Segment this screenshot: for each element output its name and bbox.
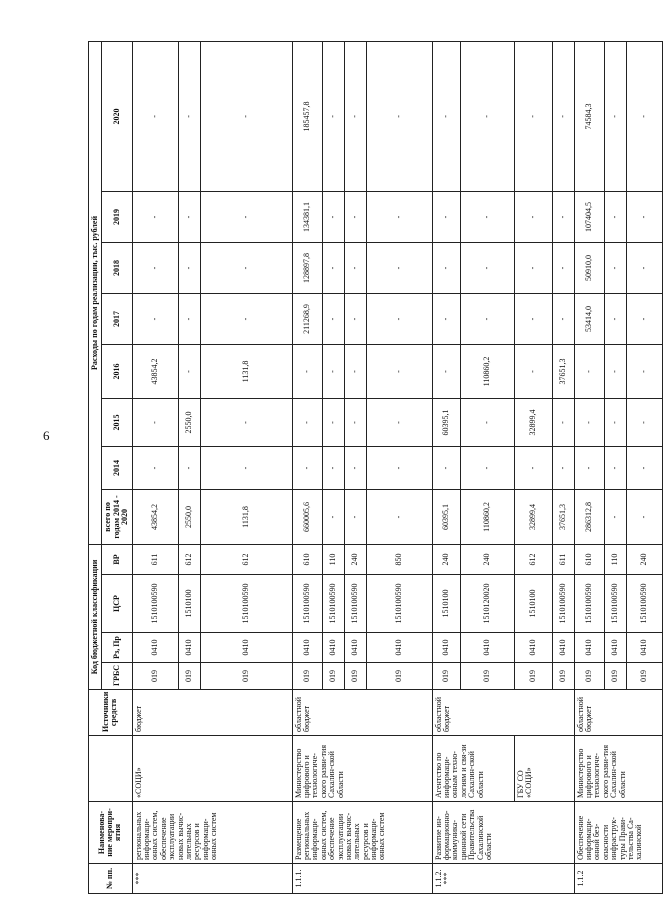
cell-no: *** bbox=[132, 864, 292, 894]
table-row bbox=[432, 41, 460, 893]
cell-2020: - bbox=[552, 41, 574, 191]
cell-csr: 1510100590 bbox=[322, 575, 344, 633]
cell-vr: 240 bbox=[626, 544, 662, 574]
cell-2014: - bbox=[344, 446, 366, 489]
cell-2020: - bbox=[200, 41, 292, 191]
header-2020: 2020 bbox=[102, 41, 132, 191]
cell-2014: - bbox=[322, 446, 344, 489]
cell-total: - bbox=[344, 489, 366, 544]
cell-total: 2550,0 bbox=[178, 489, 200, 544]
cell-source: бюджет bbox=[132, 690, 292, 736]
cell-total: 32899,4 bbox=[514, 489, 552, 544]
cell-2015: - bbox=[344, 398, 366, 446]
cell-grbs: 019 bbox=[626, 663, 662, 690]
cell-2015: - bbox=[460, 398, 514, 446]
table-container bbox=[88, 42, 648, 894]
cell-executor: Министерство цифрового и технологиче-ского разви-тия Сахалин-ской области bbox=[292, 736, 432, 802]
cell-csr: 1510100590 bbox=[132, 575, 178, 633]
cell-vr: 240 bbox=[432, 544, 460, 574]
header-2016: 2016 bbox=[102, 344, 132, 398]
cell-grbs: 019 bbox=[432, 663, 460, 690]
cell-vr: 611 bbox=[552, 544, 574, 574]
cell-2017: - bbox=[200, 293, 292, 344]
cell-rzpr: 0410 bbox=[552, 633, 574, 663]
cell-rzpr: 0410 bbox=[200, 633, 292, 663]
cell-2015: - bbox=[366, 398, 432, 446]
cell-2018: - bbox=[626, 242, 662, 293]
cell-executor: Министерство цифрового и технологиче-ского разви-тия Сахалин-ской области bbox=[574, 736, 662, 802]
cell-2017: - bbox=[178, 293, 200, 344]
cell-grbs: 019 bbox=[460, 663, 514, 690]
cell-rzpr: 0410 bbox=[292, 633, 322, 663]
table-row bbox=[574, 41, 604, 893]
cell-name: региональных информаци-онных систем, обеспечение эксплуатации новых вычис-лительных ресурсов и информаци-онных систем bbox=[132, 802, 292, 864]
table-row bbox=[292, 41, 322, 893]
cell-2019: - bbox=[552, 191, 574, 242]
table-row bbox=[514, 41, 552, 893]
cell-2017: - bbox=[344, 293, 366, 344]
header-2018: 2018 bbox=[102, 242, 132, 293]
cell-2014: - bbox=[626, 446, 662, 489]
table-row bbox=[132, 41, 178, 893]
cell-vr: 611 bbox=[132, 544, 178, 574]
cell-2014: - bbox=[460, 446, 514, 489]
rotated-table-area bbox=[88, 42, 648, 894]
cell-vr: 240 bbox=[460, 544, 514, 574]
cell-2019: - bbox=[432, 191, 460, 242]
header-executor bbox=[89, 736, 133, 802]
cell-2015: 32899,4 bbox=[514, 398, 552, 446]
header-2014: 2014 bbox=[102, 446, 132, 489]
cell-2018: - bbox=[322, 242, 344, 293]
cell-vr: 610 bbox=[574, 544, 604, 574]
cell-2017: - bbox=[432, 293, 460, 344]
cell-2016: - bbox=[432, 344, 460, 398]
cell-csr: 1510100590 bbox=[626, 575, 662, 633]
cell-2014: - bbox=[200, 446, 292, 489]
cell-2015: - bbox=[132, 398, 178, 446]
cell-2019: - bbox=[178, 191, 200, 242]
cell-2018: - bbox=[552, 242, 574, 293]
cell-vr: 240 bbox=[344, 544, 366, 574]
cell-2014: - bbox=[178, 446, 200, 489]
cell-csr: 1510100590 bbox=[200, 575, 292, 633]
cell-2019: - bbox=[200, 191, 292, 242]
cell-grbs: 019 bbox=[292, 663, 322, 690]
cell-2014: - bbox=[132, 446, 178, 489]
header-2019: 2019 bbox=[102, 191, 132, 242]
cell-2015: - bbox=[200, 398, 292, 446]
cell-total: 43854,2 bbox=[132, 489, 178, 544]
cell-2018: - bbox=[460, 242, 514, 293]
cell-2017: - bbox=[552, 293, 574, 344]
cell-2014: - bbox=[366, 446, 432, 489]
cell-vr: 612 bbox=[514, 544, 552, 574]
cell-rzpr: 0410 bbox=[574, 633, 604, 663]
cell-2016: 37651,3 bbox=[552, 344, 574, 398]
cell-2014: - bbox=[552, 446, 574, 489]
cell-total: - bbox=[626, 489, 662, 544]
cell-2019: 107404,5 bbox=[574, 191, 604, 242]
cell-2014: - bbox=[292, 446, 322, 489]
header-budget-code: Код бюджетной классификации bbox=[89, 544, 102, 689]
cell-2019: - bbox=[366, 191, 432, 242]
header-row-1 bbox=[89, 41, 102, 893]
cell-2019: - bbox=[514, 191, 552, 242]
cell-2019: 134381,1 bbox=[292, 191, 322, 242]
cell-2018: - bbox=[604, 242, 626, 293]
header-name: Наименова-ние меропри-ятия bbox=[89, 802, 133, 864]
cell-2017: - bbox=[322, 293, 344, 344]
cell-source: областной бюджет bbox=[574, 690, 662, 736]
cell-csr: 1510120020 bbox=[460, 575, 514, 633]
cell-2017: - bbox=[604, 293, 626, 344]
page-number: 6 bbox=[43, 428, 50, 443]
cell-2019: - bbox=[344, 191, 366, 242]
cell-2017: - bbox=[626, 293, 662, 344]
cell-name: Размещение региональных информаци-онных систем, обеспечение эксплуатации новых вычис-лительных ресурсов и информаци-онных систем bbox=[292, 802, 432, 864]
cell-rzpr: 0410 bbox=[132, 633, 178, 663]
cell-csr: 1510100590 bbox=[552, 575, 574, 633]
cell-2015: - bbox=[604, 398, 626, 446]
cell-grbs: 019 bbox=[132, 663, 178, 690]
header-csr: ЦСР bbox=[102, 575, 132, 633]
cell-source: областной бюджет bbox=[432, 690, 574, 736]
cell-2014: - bbox=[574, 446, 604, 489]
cell-rzpr: 0410 bbox=[178, 633, 200, 663]
cell-2016: 110860,2 bbox=[460, 344, 514, 398]
cell-2016: - bbox=[366, 344, 432, 398]
cell-2018: - bbox=[366, 242, 432, 293]
cell-grbs: 019 bbox=[200, 663, 292, 690]
cell-2016: - bbox=[322, 344, 344, 398]
header-total: всего по годам 2014 - 2020 bbox=[102, 489, 132, 544]
cell-2015: 2550,0 bbox=[178, 398, 200, 446]
cell-2020: 185457,8 bbox=[292, 41, 322, 191]
cell-rzpr: 0410 bbox=[322, 633, 344, 663]
cell-vr: 110 bbox=[322, 544, 344, 574]
cell-2016: - bbox=[178, 344, 200, 398]
cell-csr: 1510100590 bbox=[604, 575, 626, 633]
cell-2018: - bbox=[132, 242, 178, 293]
cell-2020: - bbox=[460, 41, 514, 191]
cell-grbs: 019 bbox=[344, 663, 366, 690]
cell-total: - bbox=[366, 489, 432, 544]
cell-rzpr: 0410 bbox=[514, 633, 552, 663]
cell-total: 60395,1 bbox=[432, 489, 460, 544]
cell-2017: - bbox=[366, 293, 432, 344]
cell-rzpr: 0410 bbox=[460, 633, 514, 663]
cell-2015: - bbox=[574, 398, 604, 446]
cell-2018: - bbox=[344, 242, 366, 293]
cell-total: 660005,6 bbox=[292, 489, 322, 544]
cell-2014: - bbox=[432, 446, 460, 489]
cell-2015: - bbox=[552, 398, 574, 446]
cell-vr: 850 bbox=[366, 544, 432, 574]
cell-total: 37651,3 bbox=[552, 489, 574, 544]
cell-total: - bbox=[604, 489, 626, 544]
cell-2016: 1131,8 bbox=[200, 344, 292, 398]
cell-source: областной бюджет bbox=[292, 690, 432, 736]
cell-grbs: 019 bbox=[366, 663, 432, 690]
cell-2019: - bbox=[322, 191, 344, 242]
cell-2016: 43854,2 bbox=[132, 344, 178, 398]
cell-grbs: 019 bbox=[574, 663, 604, 690]
expenses-table bbox=[88, 41, 663, 894]
cell-2019: - bbox=[132, 191, 178, 242]
cell-rzpr: 0410 bbox=[626, 633, 662, 663]
cell-vr: 110 bbox=[604, 544, 626, 574]
cell-no: 1.1.2. *** bbox=[432, 864, 574, 894]
cell-total: 286312,8 bbox=[574, 489, 604, 544]
header-vr: ВР bbox=[102, 544, 132, 574]
cell-csr: 1510100590 bbox=[366, 575, 432, 633]
cell-2020: 74584,3 bbox=[574, 41, 604, 191]
cell-2018: 128897,8 bbox=[292, 242, 322, 293]
header-expenses: Расходы по годам реализации, тыс. рублей bbox=[89, 41, 102, 544]
cell-csr: 1510100590 bbox=[292, 575, 322, 633]
cell-total: - bbox=[322, 489, 344, 544]
cell-rzpr: 0410 bbox=[366, 633, 432, 663]
cell-2018: - bbox=[432, 242, 460, 293]
cell-2019: - bbox=[460, 191, 514, 242]
cell-rzpr: 0410 bbox=[432, 633, 460, 663]
cell-rzpr: 0410 bbox=[604, 633, 626, 663]
cell-2020: - bbox=[344, 41, 366, 191]
cell-grbs: 019 bbox=[178, 663, 200, 690]
cell-csr: 1510100 bbox=[178, 575, 200, 633]
cell-2020: - bbox=[432, 41, 460, 191]
header-rzpr: Рз, Пр bbox=[102, 633, 132, 663]
cell-2015: - bbox=[322, 398, 344, 446]
cell-2020: - bbox=[132, 41, 178, 191]
cell-csr: 1510100 bbox=[514, 575, 552, 633]
cell-2016: - bbox=[574, 344, 604, 398]
cell-no: 1.1.1. bbox=[292, 864, 432, 894]
cell-2014: - bbox=[604, 446, 626, 489]
cell-total: 1131,8 bbox=[200, 489, 292, 544]
header-no: № пп. bbox=[89, 864, 133, 894]
cell-2017: - bbox=[132, 293, 178, 344]
header-sources: Источники средств bbox=[89, 690, 133, 736]
cell-2020: - bbox=[178, 41, 200, 191]
cell-rzpr: 0410 bbox=[344, 633, 366, 663]
cell-executor: ГБУ СО «СОЦИ» bbox=[514, 736, 574, 802]
cell-grbs: 019 bbox=[322, 663, 344, 690]
cell-2020: - bbox=[322, 41, 344, 191]
cell-csr: 1510100 bbox=[432, 575, 460, 633]
cell-2015: - bbox=[292, 398, 322, 446]
cell-2019: - bbox=[604, 191, 626, 242]
cell-2016: - bbox=[604, 344, 626, 398]
cell-2020: - bbox=[626, 41, 662, 191]
cell-executor: «СОЦИ» bbox=[132, 736, 292, 802]
cell-total: 110860,2 bbox=[460, 489, 514, 544]
cell-2017: - bbox=[514, 293, 552, 344]
header-grbs: ГРБС bbox=[102, 663, 132, 690]
cell-2017: 211268,9 bbox=[292, 293, 322, 344]
cell-grbs: 019 bbox=[604, 663, 626, 690]
header-2017: 2017 bbox=[102, 293, 132, 344]
cell-vr: 612 bbox=[178, 544, 200, 574]
cell-name: Обеспечение информаци-онной без-опасности инфраструк-туры Прави-тельства Са-халинской bbox=[574, 802, 662, 864]
cell-2018: 50910,0 bbox=[574, 242, 604, 293]
cell-2018: - bbox=[514, 242, 552, 293]
cell-2018: - bbox=[200, 242, 292, 293]
cell-2017: - bbox=[460, 293, 514, 344]
cell-csr: 1510100590 bbox=[574, 575, 604, 633]
cell-2020: - bbox=[514, 41, 552, 191]
cell-executor: Агентство по информаци-онным техно-логиям и свя-зи Сахалин-ской области bbox=[432, 736, 514, 802]
cell-2016: - bbox=[626, 344, 662, 398]
cell-vr: 612 bbox=[200, 544, 292, 574]
cell-grbs: 019 bbox=[552, 663, 574, 690]
cell-2016: - bbox=[344, 344, 366, 398]
cell-2015: - bbox=[626, 398, 662, 446]
cell-2016: - bbox=[514, 344, 552, 398]
cell-2018: - bbox=[178, 242, 200, 293]
cell-vr: 610 bbox=[292, 544, 322, 574]
cell-2020: - bbox=[604, 41, 626, 191]
cell-name: Развитие ин-формационно-коммуника-ционной сети Правительства Сахалинской области bbox=[432, 802, 574, 864]
cell-2015: 60395,1 bbox=[432, 398, 460, 446]
cell-grbs: 019 bbox=[514, 663, 552, 690]
cell-2017: 53414,0 bbox=[574, 293, 604, 344]
cell-2019: - bbox=[626, 191, 662, 242]
cell-2014: - bbox=[514, 446, 552, 489]
header-2015: 2015 bbox=[102, 398, 132, 446]
cell-csr: 1510100590 bbox=[344, 575, 366, 633]
cell-no: 1.1.2 bbox=[574, 864, 662, 894]
cell-2020: - bbox=[366, 41, 432, 191]
cell-2016: - bbox=[292, 344, 322, 398]
